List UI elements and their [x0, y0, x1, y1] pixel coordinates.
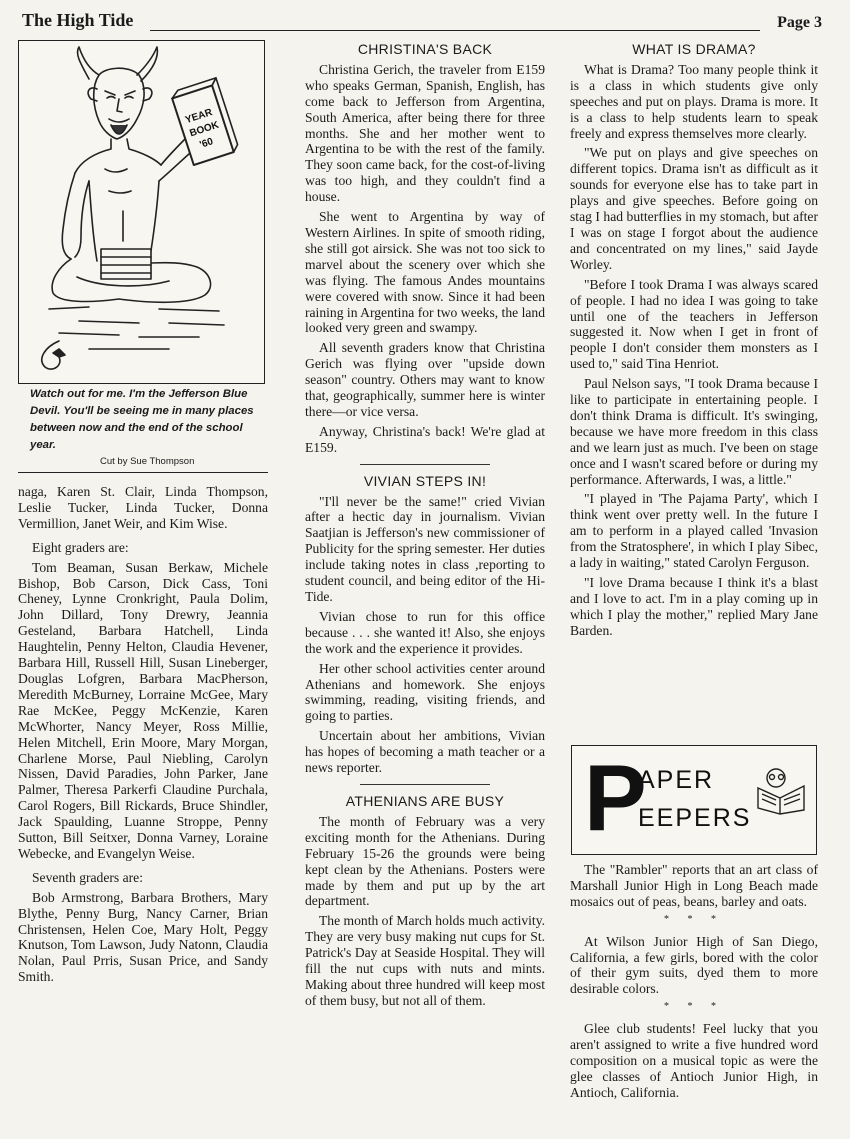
svg-text:'60: '60	[198, 136, 215, 151]
headline-vivian: VIVIAN STEPS IN!	[363, 472, 487, 489]
page-number: Page 3	[777, 14, 822, 31]
paragraph: naga, Karen St. Clair, Linda Thompson, Leslie Tucker, Linda Tucker, Donna Vermillion, Janet Weir, and Kim Wise.	[18, 484, 268, 531]
illustration-credit: Cut by Sue Thompson	[100, 456, 195, 467]
blue-devil-illustration	[19, 41, 264, 383]
paragraph: Seventh graders are:	[32, 869, 143, 885]
illustration-caption: Watch out for me. I'm the Jefferson Blue Devil. You'll be seeing me in many places between now and the end of the school year.	[30, 388, 254, 451]
illustration-box	[18, 40, 265, 384]
paragraph: Uncertain about her ambitions, Vivian has hopes of becoming a math teacher or a news reporter.	[305, 728, 545, 776]
headline-christina: CHRISTINA'S BACK	[357, 41, 493, 57]
paper-peepers-logo	[571, 745, 817, 855]
paragraph: Anyway, Christina's back! We're glad at E159.	[305, 423, 545, 455]
paragraph: "I played in 'The Pajama Party', which I think went over pretty well. In the future I am to perform in a played called 'Invasion from the Stratosphere', in which I play Sibec, a lady in waiting," stated Carolyn Ferguson.	[570, 491, 818, 571]
section-rule	[360, 784, 490, 785]
column-three	[570, 42, 818, 643]
paragraph: Eight graders are:	[32, 539, 129, 555]
headline-athenians: ATHENIANS ARE BUSY	[345, 792, 505, 809]
separator-stars: * * *	[664, 1001, 724, 1013]
paragraph: The month of February was a very exciting month for the Athenians. During February 15-26 the grounds were being kept clean by the Athenians. Posters were made by them and put up by the art department.	[305, 813, 545, 909]
paragraph: At Wilson Junior High of San Diego, California, a few girls, bored with the color of their gym suits, dyed them to more desirable colors.	[570, 933, 818, 997]
paragraph: The month of March holds much activity. They are very busy making nut cups for St. Patrick's Day at Seaside Hospital. They will fill the nut cups with nuts and mints. Making about three hundred will keep most of them busy, but not all of them.	[305, 913, 546, 1008]
logo-letter: P	[584, 745, 647, 850]
paragraph: "I'll never be the same!" cried Vivian after a hectic day in journalism. Vivian Saatjian is Jefferson's new commissioner of Publicity for the spring semester. Her duties include taking notes in class ,reporting to student council, and being editor of the Hi-Tide.	[305, 493, 545, 604]
paragraph: The "Rambler" reports that an art class of Marshall Junior High in Long Beach made mosaics out of peas, beans, barley and oats.	[570, 862, 818, 909]
page-header	[22, 8, 822, 34]
newspaper-reader-icon	[752, 764, 810, 816]
paragraph: Her other school activities center around Athenians and homework. She enjoys swimming, reading, visiting friends, and going to parties.	[305, 660, 545, 724]
logo-line-two: EEPERS	[638, 804, 752, 832]
paper-peepers-column	[570, 862, 818, 1105]
paragraph: Paul Nelson says, "I took Drama because I like to participate in entertaining people. I don't think Drama is difficult. It's swinging, because we have more freedom in this class and we learn just as much. I've been on stage once and I wasn't scared before or during my performance. Afterwards, I was, a little."	[570, 376, 818, 487]
paragraph: She went to Argentina by way of Western Airlines. In spite of smooth riding, she still got airsick. She was not too sick to marvel about the scenery over which she was flying. The famous Andes mountains were covered with snow. Since it had been raining in Argentina for two weeks, the land looked very green and swampy.	[305, 209, 545, 336]
newspaper-name: The High Tide	[22, 10, 134, 30]
paragraph: "Before I took Drama I was always scared of people. I had no idea I was going to take until one of the teachers in Jefferson suggested it. Now when I get in front of people I don't consider them monsters as I used to," said Tina Henriot.	[570, 276, 818, 372]
column-rule	[18, 472, 268, 473]
svg-text:BOOK: BOOK	[188, 119, 221, 140]
paragraph: "We put on plays and give speeches on different topics. Drama isn't as difficult as it sounds for everyone else has to take part in plays and give speeches. Before going on stag I had butterflies in my stomach, but after I was on stage I forgot about the audience and concentrated on my lines," said Jayde Worley.	[570, 145, 818, 272]
header-rule	[150, 30, 760, 31]
paragraph: Christina Gerich, the traveler from E159 who speaks German, Spanish, English, has come back to Jefferson from Argentina, South America, after being there for three months. She and her mother went to Argentina to be with the rest of the family. They soon came back, for the cost-of-living was too high, and they couldn't find a house.	[305, 61, 545, 205]
section-rule	[360, 464, 490, 465]
paragraph: What is Drama? Too many people think it is a class in which students give only speeches and put on plays. Drama is more. It is a class to help students learn to speak freely and express themselves more clearly.	[570, 61, 818, 141]
column-one	[18, 484, 268, 989]
paragraph: "I love Drama because I think it's a blast and I love to act. I'm in a play coming up in which I play the mother," replied Mary Jane Barden.	[570, 575, 818, 638]
paragraph: Bob Armstrong, Barbara Brothers, Mary Blythe, Penny Burg, Nancy Carner, Brian Christensen, Helen Coe, Mary Holt, Peggy Knutson, Tom Lawson, Judy Natonn, Claudia Nolan, Paul Prris, Susan Price, and Sandy Smith.	[18, 889, 268, 985]
column-two	[305, 42, 545, 1013]
paragraph: Tom Beaman, Susan Berkaw, Michele Bishop, Bob Carson, Dick Cass, Toni Cheney, Lynne Cronkright, Paula Dolim, John Dillard, Tony Drewry, Jeannia Gesteland, Barbara Hatchell, Linda Haughtelin, Penny Helton, Claudia Hevener, Barbara Hill, Russell Hill, Susan Lineberger, Douglas Lofgren, Barbara MacPherson, Meredith McBurney, Lorraine McGee, Mary Rae McKee, Peggy McKenzie, Karen McWhorter, Nancy Meyer, Ross Millie, Helen Mitchell, Erin Moore, Mary Morgan, Charlene Morse, Paul Niebling, Carolyn Nissen, David Paradies, John Parker, Jane Palmer, Theresa Parkerfi Claudine Purchala, Carol Rogers, Bill Rickards, Bruce Shindler, Jack Spaulding, Luanne Stroppe, Penny Sutton, Bill Seitxer, Donna Varney, Loraine Webecke, and Evangelyn Weise.	[18, 559, 268, 861]
svg-text:YEAR: YEAR	[184, 106, 214, 127]
headline-drama: WHAT IS DRAMA?	[632, 41, 756, 57]
paragraph: Vivian chose to run for this office because . . . she wanted it! Also, she enjoys the work and the experience it provides.	[305, 608, 545, 656]
paragraph: Glee club students! Feel lucky that you aren't assigned to write a five hundred word composition on a musical topic as were the glee classes of Antioch Junior High, in Antioch, California.	[570, 1021, 818, 1100]
paragraph: All seventh graders know that Christina Gerich was flying over "upside down season" country. Others may want to know that, geographically, summer here is winter there—or vice versa.	[305, 340, 545, 419]
logo-line-one: APER	[638, 766, 715, 794]
separator-stars: * * *	[664, 913, 724, 925]
